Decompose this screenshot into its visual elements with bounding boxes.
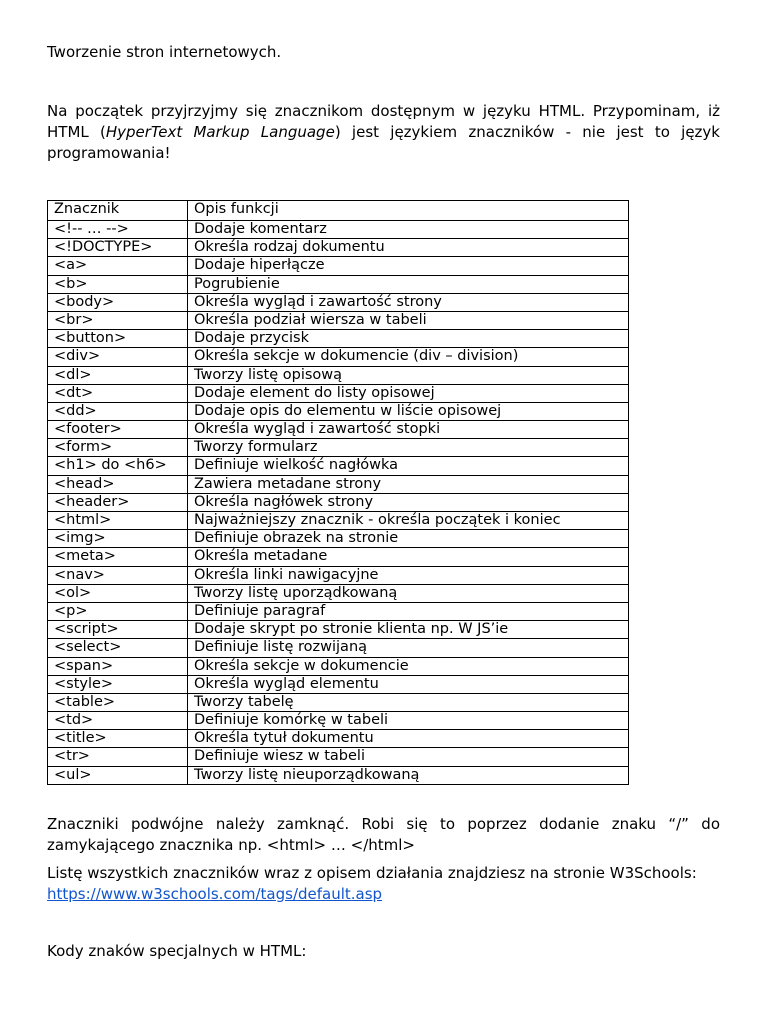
intro-text-end: ) jest językiem znaczników - nie jest to język programowania! — [47, 123, 720, 162]
description-cell: Określa linki nawigacyjne — [188, 566, 629, 584]
table-row — [48, 766, 629, 784]
special-codes-heading: Kody znaków specjalnych w HTML: — [47, 942, 307, 960]
description-cell: Dodaje opis do elementu w liście opisowej — [188, 402, 629, 420]
tag-cell: <button> — [48, 330, 188, 348]
table-row — [48, 675, 629, 693]
description-cell: Określa tytuł dokumentu — [188, 730, 629, 748]
description-cell: Dodaje hiperłącze — [188, 257, 629, 275]
tag-cell: <td> — [48, 712, 188, 730]
description-cell: Pogrubienie — [188, 275, 629, 293]
table-row — [48, 439, 629, 457]
table-row — [48, 493, 629, 511]
tag-cell: <b> — [48, 275, 188, 293]
tags-table — [47, 200, 629, 785]
table-row — [48, 475, 629, 493]
table-row — [48, 566, 629, 584]
description-cell: Tworzy listę nieuporządkowaną — [188, 766, 629, 784]
tag-cell: <table> — [48, 693, 188, 711]
tag-cell: <form> — [48, 439, 188, 457]
tag-cell: <!DOCTYPE> — [48, 239, 188, 257]
table-row — [48, 257, 629, 275]
tag-cell: <br> — [48, 311, 188, 329]
description-cell: Definiuje listę rozwijaną — [188, 639, 629, 657]
intro-paragraph — [47, 101, 720, 164]
tag-cell: <head> — [48, 475, 188, 493]
table-row — [48, 239, 629, 257]
description-cell: Określa metadane — [188, 548, 629, 566]
description-cell: Dodaje skrypt po stronie klienta np. W JS’ie — [188, 621, 629, 639]
table-row — [48, 384, 629, 402]
table-row — [48, 311, 629, 329]
table-row — [48, 330, 629, 348]
description-cell: Określa sekcje w dokumencie — [188, 657, 629, 675]
tag-cell: <ul> — [48, 766, 188, 784]
intro-emphasis: HyperText Markup Language — [105, 123, 335, 141]
table-row — [48, 693, 629, 711]
tag-cell: <tr> — [48, 748, 188, 766]
tag-cell: <a> — [48, 257, 188, 275]
description-cell: Tworzy tabelę — [188, 693, 629, 711]
table-row — [48, 730, 629, 748]
table-row — [48, 275, 629, 293]
tag-cell: <span> — [48, 657, 188, 675]
table-row — [48, 512, 629, 530]
reference-text: Listę wszystkich znaczników wraz z opisem działania znajdziesz na stronie W3Schools: — [47, 864, 697, 882]
document-heading: Tworzenie stron internetowych. — [47, 43, 282, 61]
description-cell: Określa wygląd elementu — [188, 675, 629, 693]
description-cell: Określa wygląd i zawartość stopki — [188, 421, 629, 439]
tag-cell: <dt> — [48, 384, 188, 402]
table-row — [48, 457, 629, 475]
table-row — [48, 584, 629, 602]
table-row — [48, 348, 629, 366]
closing-paragraph: Znaczniki podwójne należy zamknąć. Robi się to poprzez dodanie znaku “/” do zamykającego znacznika np. <html> … </html> — [47, 815, 720, 854]
tag-cell: <html> — [48, 512, 188, 530]
tag-cell: <dl> — [48, 366, 188, 384]
tag-cell: <select> — [48, 639, 188, 657]
table-row — [48, 712, 629, 730]
tag-cell: <header> — [48, 493, 188, 511]
tag-cell: <script> — [48, 621, 188, 639]
table-row — [48, 639, 629, 657]
description-cell: Definiuje wielkość nagłówka — [188, 457, 629, 475]
tag-cell: <footer> — [48, 421, 188, 439]
description-cell: Tworzy formularz — [188, 439, 629, 457]
description-cell: Definiuje paragraf — [188, 602, 629, 620]
tag-cell: <!-- … --> — [48, 221, 188, 239]
tag-cell: <ol> — [48, 584, 188, 602]
column-header-tag: Znacznik — [48, 201, 188, 221]
table-row — [48, 602, 629, 620]
table-row — [48, 221, 629, 239]
w3schools-link[interactable]: https://www.w3schools.com/tags/default.asp — [47, 885, 383, 903]
table-row — [48, 621, 629, 639]
description-cell: Dodaje komentarz — [188, 221, 629, 239]
tag-cell: <body> — [48, 293, 188, 311]
table-row — [48, 366, 629, 384]
table-header-row — [48, 201, 629, 221]
table-row — [48, 748, 629, 766]
reference-paragraph — [47, 863, 720, 905]
tag-cell: <p> — [48, 602, 188, 620]
description-cell: Definiuje komórkę w tabeli — [188, 712, 629, 730]
description-cell: Zawiera metadane strony — [188, 475, 629, 493]
table-row — [48, 293, 629, 311]
description-cell: Definiuje wiesz w tabeli — [188, 748, 629, 766]
table-row — [48, 530, 629, 548]
description-cell: Określa wygląd i zawartość strony — [188, 293, 629, 311]
tag-cell: <nav> — [48, 566, 188, 584]
tag-cell: <dd> — [48, 402, 188, 420]
tag-cell: <title> — [48, 730, 188, 748]
tag-cell: <meta> — [48, 548, 188, 566]
column-header-description: Opis funkcji — [188, 201, 629, 221]
description-cell: Określa podział wiersza w tabeli — [188, 311, 629, 329]
description-cell: Tworzy listę uporządkowaną — [188, 584, 629, 602]
table-row — [48, 548, 629, 566]
description-cell: Najważniejszy znacznik - określa początek i koniec — [188, 512, 629, 530]
description-cell: Określa rodzaj dokumentu — [188, 239, 629, 257]
tag-cell: <div> — [48, 348, 188, 366]
description-cell: Określa nagłówek strony — [188, 493, 629, 511]
description-cell: Dodaje przycisk — [188, 330, 629, 348]
description-cell: Definiuje obrazek na stronie — [188, 530, 629, 548]
description-cell: Określa sekcje w dokumencie (div – division) — [188, 348, 629, 366]
intro-text-start: Na początek przyjrzyjmy się znacznikom dostępnym w języku HTML. Przypominam, iż HTML ( — [47, 102, 720, 141]
table-row — [48, 657, 629, 675]
tag-cell: <img> — [48, 530, 188, 548]
table-row — [48, 402, 629, 420]
description-cell: Tworzy listę opisową — [188, 366, 629, 384]
description-cell: Dodaje element do listy opisowej — [188, 384, 629, 402]
tag-cell: <style> — [48, 675, 188, 693]
table-row — [48, 421, 629, 439]
tag-cell: <h1> do <h6> — [48, 457, 188, 475]
